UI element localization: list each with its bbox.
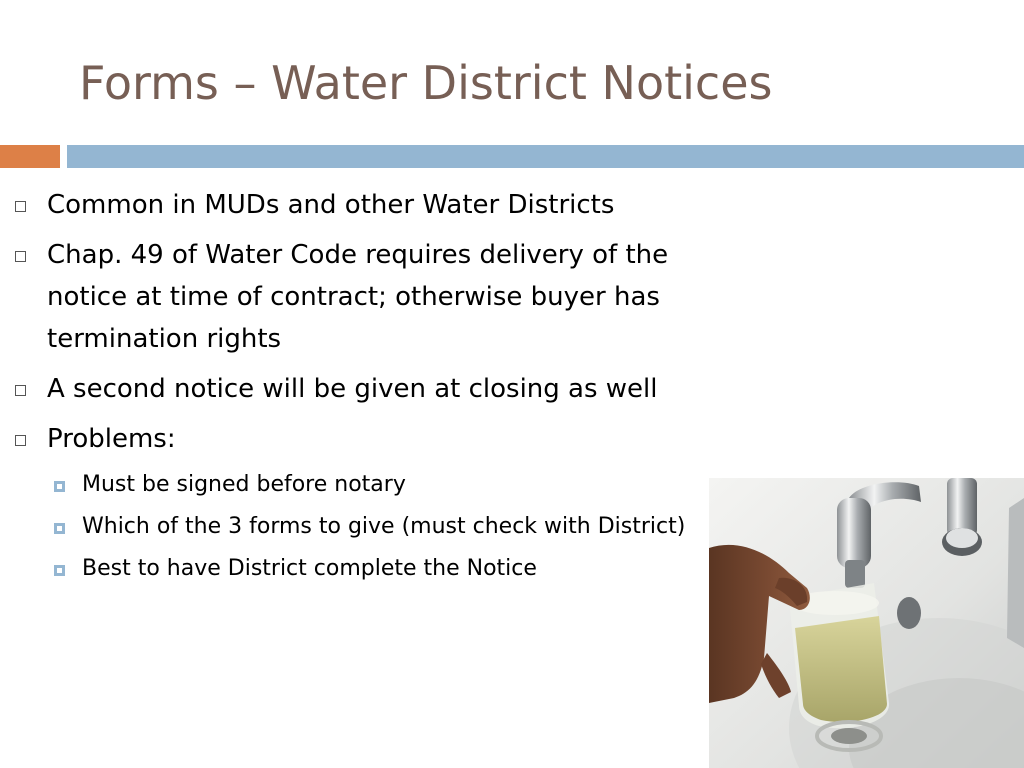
hollow-square-icon [15,201,26,212]
hollow-square-icon [15,251,26,262]
bullet-item [10,184,700,226]
sub-bullet-item [47,508,700,546]
accent-bar-orange [0,145,60,168]
hollow-square-icon [15,385,26,396]
hollow-square-icon [15,435,26,446]
sub-bullet-item [47,550,700,588]
bullet-item [10,368,700,410]
bullet-text: Chap. 49 of Water Code requires delivery of the notice at time of contract; otherwise buyer has termination rights [47,240,669,354]
sub-bullet-text: Which of the 3 forms to give (must check with District) [82,514,686,539]
slide-title: Forms – Water District Notices [79,56,773,110]
bullet-item [10,418,700,460]
filled-square-icon [54,565,65,576]
bullet-list [10,184,700,594]
bullet-text: Problems: [47,424,176,454]
filled-square-icon [54,481,65,492]
sub-bullet-text: Best to have District complete the Notice [82,556,537,581]
faucet-water-photo [709,478,1024,768]
filled-square-icon [54,523,65,534]
accent-bar-blue [67,145,1024,168]
sub-bullet-text: Must be signed before notary [82,472,406,497]
bullet-text: A second notice will be given at closing as well [47,374,658,404]
sub-bullet-item [47,466,700,504]
bullet-item [10,234,700,360]
bullet-text: Common in MUDs and other Water Districts [47,190,615,220]
